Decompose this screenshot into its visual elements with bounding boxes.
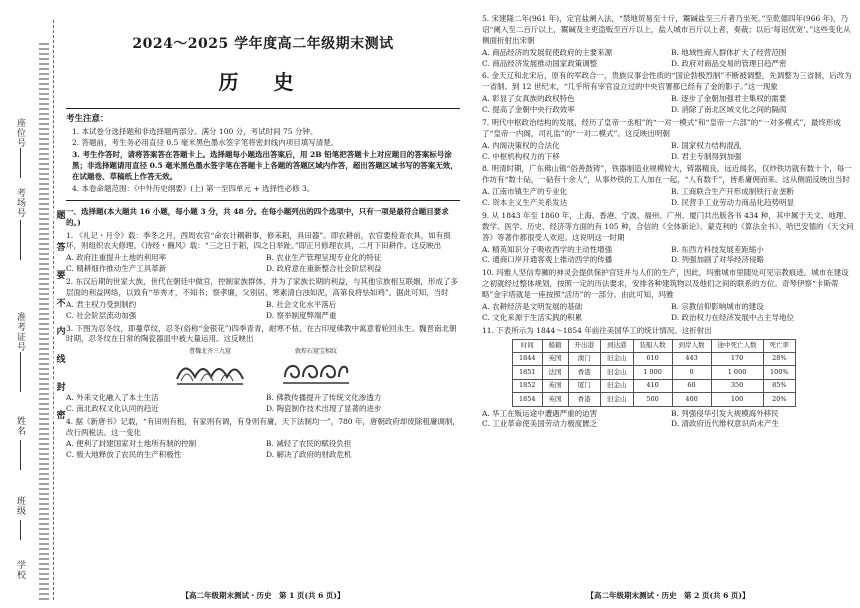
option-d: D. 清政府近代维权意识尚未产生	[671, 419, 780, 429]
table-cell: 英国	[542, 379, 568, 392]
option-d: D. 政府意在重新整合社会阶层利益	[266, 264, 382, 274]
option-a: A. 华工在贩运途中遭遇严重的迫害	[482, 408, 598, 418]
pattern-figure	[66, 348, 460, 391]
pattern-right	[281, 348, 351, 391]
table-cell: 1851	[513, 366, 543, 379]
question-4	[66, 417, 460, 462]
scroll-pattern-icon	[281, 357, 351, 387]
binding-strip	[0, 0, 65, 608]
question-1	[66, 231, 460, 276]
table-header-cell: 途中死亡人数	[711, 339, 763, 352]
table-cell: 20%	[763, 393, 796, 406]
table-header-row	[513, 339, 796, 352]
notice-heading: 考生注意：	[66, 114, 109, 125]
table-header-cell: 时间	[513, 339, 543, 352]
question-stem: 4. 据《新唐书》记载，“有田则有租，有家则有调，有身则有庸，天下法制均一”，780 年，唐朝政府却废除租庸调制，改行两税法。这一变化	[66, 416, 460, 437]
exam-no-line	[20, 220, 21, 260]
table-row	[513, 366, 796, 379]
option-c: C. 工业革命使美国劳动力极度匮乏	[482, 419, 598, 429]
table-cell: 英国	[542, 352, 568, 365]
table-cell: 旧金山	[601, 379, 634, 392]
seal-char: 封	[54, 382, 65, 391]
seal-char: 线	[54, 354, 65, 363]
option-b: B. 地域性商人群体扩大了经营范围	[671, 47, 787, 57]
pattern-label: 敦煌石窟宝相纹	[294, 348, 337, 356]
table-cell: 100%	[763, 366, 796, 379]
option-c: C. 提高了金朝中央行政效率	[482, 105, 575, 114]
statistics-table	[512, 339, 796, 407]
seal-char: 要	[54, 270, 65, 279]
table-cell: 旧金山	[601, 366, 634, 379]
option-a: A. 政府注重提升土地的利用率	[66, 253, 167, 263]
option-d: D. 政府对商品交易的管理日趋严密	[671, 58, 787, 68]
question-stem: 2. 东汉后期的世家大族，世代在朝廷中做官，控制家族群体，并为了家族长期的利益，与其他宗族相互联姻，形成了多层面的利益网络，以致有“举秀才，不知书；察孝廉，父别居。寒素清白浊如泥，高第良将怯如鸡”。据此可知，当时	[66, 277, 459, 297]
option-a: A. 内阁决策权的合法化	[482, 140, 560, 150]
option-b: B. 减轻了农民的赋役负担	[266, 439, 352, 449]
option-b: B. 农业生产管理呈现专业化的特征	[266, 253, 382, 263]
question-7	[482, 118, 854, 163]
option-d: D. 解决了政府的财政危机	[266, 450, 352, 460]
question-stem: 1. 《礼记・月令》载：季冬之月，西周农官“命农计耦耕事，修耒耜，具田器”。即农耕前，农官要检查农具，如有损坏，则组织农夫修理。《诗经・豳风》载：“三之日于耜，四之日举趾。”即正月修理农具，二月下田耕作。这反映出	[66, 230, 451, 251]
exam-title: 2024～2025 学年度高二年级期末测试	[132, 36, 394, 52]
honeysuckle-pattern-icon	[175, 357, 245, 387]
table-cell: 500	[633, 393, 672, 406]
option-d: D. 民营手工业劳动力商品化趋势明显	[671, 198, 795, 207]
table-cell: 厦门	[568, 379, 601, 392]
school-label: 学校	[15, 560, 25, 580]
table-cell: 350	[711, 379, 763, 392]
option-d: D. 消除了南北区域文化之间的隔阂	[671, 105, 787, 114]
question-stem: 5. 宋建隆二年(961 年)，定官盐阑入法，“禁地贸易至十斤，鬻碱盐至三斤者乃坐死。”至乾德四年(966 年)，乃诏“阑入至二百斤以上，鬻碱及主吏盗贩至百斤以上，盐人城市百斤以上者，奏裁；以后‘每诏优宽’。”这些变化从侧面折射出宋朝	[482, 14, 851, 45]
question-5	[482, 14, 854, 69]
option-c: C. 资本主义生产关系发达	[482, 198, 568, 207]
option-c: C. 南北政权文化认同的趋近	[66, 403, 159, 413]
option-b: B. 工商联合生产开形成制铁行业垄断	[671, 187, 794, 197]
table-cell: 443	[672, 352, 711, 365]
question-stem: 11. 下表所示为 1844～1854 年前往美国华工的统计情况。这折射出	[482, 325, 712, 335]
option-a: A. 商品经济的发展促使政府的主要来源	[482, 47, 613, 57]
question-10	[482, 268, 854, 323]
page-footer: 【高二年级期末测试・历史 第 1 页(共 6 页)】	[181, 591, 345, 601]
class-label: 班级	[15, 496, 25, 516]
option-a: A. 江南市镇生产的专业化	[482, 187, 568, 197]
table-header-cell: 开出港	[568, 339, 601, 352]
option-c: C. 中枢机构权力的下移	[482, 151, 560, 161]
page-1	[66, 0, 460, 608]
table-header-cell: 到达港	[601, 339, 634, 352]
ticket-line	[20, 352, 21, 392]
option-c: C. 文化来源于生活实践的积累	[482, 312, 583, 322]
exam-no-label: 考场号	[15, 188, 25, 218]
question-stem: 3. 下图为忍冬纹，即蔓草纹，忍冬(俗称“金银花”)四季青青，耐寒不枯，在古印度佛教中寓意着轮回永生。魏晋南北朝时期，忍冬纹在日常的陶瓷器皿中被大量运用。这反映出	[66, 323, 457, 344]
pattern-left	[175, 348, 245, 391]
option-d: D. 列强加剧了对华经济侵略	[671, 255, 765, 265]
seal-char: 答	[54, 242, 65, 251]
subject-title: 历 史	[218, 70, 308, 95]
seal-char: 不	[54, 298, 65, 307]
option-c: C. 精耕细作推动生产工具革新	[66, 264, 167, 274]
option-b: B. 逐步了金朝加强君主集权的需要	[671, 94, 787, 104]
name-line	[20, 440, 21, 470]
option-b: B. 国家权力结构混乱	[671, 140, 742, 150]
option-b: B. 社会文化水平落后	[266, 299, 337, 309]
option-a: A. 君主权力受到制约	[66, 299, 137, 309]
seat-label: 座位号	[15, 118, 25, 148]
table-cell: 香港	[568, 366, 601, 379]
question-3	[66, 324, 460, 415]
seat-line	[20, 148, 21, 178]
option-a: A. 精英知识分子吸收西学的主动性增强	[482, 244, 613, 254]
page-2	[482, 0, 854, 608]
binding-decor	[39, 40, 49, 600]
option-d: D. 君主专制得到加强	[671, 151, 742, 161]
table-cell: 1854	[513, 393, 543, 406]
seal-char: 密	[54, 410, 65, 419]
table-cell: 英国	[542, 393, 568, 406]
class-line	[20, 520, 21, 540]
option-c: C. 极大地释放了农民的生产积极性	[66, 450, 182, 460]
question-stem: 6. 金天辽和北宋后，原有的军政合一，贵族议事会性质的“国论勃极烈制”不断被调整，先调整为三省制，后改为一省制。到 12 世纪末，“几乎所有宰官设立过的中央官署都已经有了金的影子。”这一现象	[482, 71, 852, 92]
table-cell: 旧金山	[601, 352, 634, 365]
option-d: D. 陶瓷制作技术出现了显著的进步	[266, 403, 382, 413]
notice-box	[66, 108, 460, 201]
question-stem: 7. 明代中枢政治结构的发展，经历了皇帝一丞相”的“一对一模式”和“皇帝一六部”的“一对多模式”，最终形成了“皇帝一内阁，司礼监”的“一对二模式”。这反映出明朝	[482, 117, 841, 138]
table-row	[513, 393, 796, 406]
page-footer: 【高二年级期末测试・历史 第 2 页(共 6 页)】	[586, 591, 750, 601]
name-label: 姓名	[15, 416, 25, 436]
table-cell: 60	[672, 379, 711, 392]
table-cell: 1 000	[711, 366, 763, 379]
seal-char: 题	[54, 210, 65, 219]
option-a: A. 农耕经济是文明发展的基础	[482, 301, 583, 311]
seal-char: 内	[54, 326, 65, 335]
question-8	[482, 164, 854, 209]
option-c: C. 社会阶层流动加强	[66, 310, 137, 320]
table-cell: 28%	[763, 352, 796, 365]
option-a: A. 外来文化融入了本土生活	[66, 392, 159, 402]
notice-item: 3. 考生作答时，请将答案答在答题卡上。选择题每小题选出答案后，用 2B 铅笔把答题卡上对应题目的答案标号涂黑；非选择题请用直径 0.5 毫米黑色墨水签字笔在答题卡上各题的答题区域内作答，超出答题区域书写的答案无效，在试题卷、草稿纸上作答无效。	[72, 150, 458, 182]
question-stem: 9. 从 1843 年至 1860 年，上海、香港、宁波、福州、广州、厦门共出版各书 434 种，其中属于天文、地理、数学、医学、历史、经济等方面的有 105 种，合信的《全体新论》、蒙克利的《算法全书》、哈巴安德的《天文问答》等著作都很受人欢迎。这说明这一时期	[482, 210, 854, 242]
table-cell: 香港	[568, 393, 601, 406]
option-c: C. 通商口岸开通客观上推动西学的传播	[482, 255, 613, 265]
notice-item: 2. 答题前，考生务必用直径 0.5 毫米黑色墨水签字笔将密封线内项目填写清楚。	[72, 138, 339, 148]
table-cell: 610	[633, 352, 672, 365]
table-header-cell: 到岸人数	[672, 339, 711, 352]
table-cell: 法国	[542, 366, 568, 379]
option-a: A. 彰显了女真族的政权特色	[482, 94, 575, 104]
table-cell: 1844	[513, 352, 543, 365]
pattern-label: 曹魏北齐三九窟	[188, 348, 231, 356]
question-stem: 8. 明清时期，广东佛山镇“俗善鼓铸”，铁器制造业规模较大，铸器精良，远近闻名，仅炒铁坊就有数十个，每一作坊有“数十砧，一砧有十余人”，从事炒铁的工人加在一起，“人有数千”，皆系庸佣而来。这从侧面反映出当时	[482, 164, 852, 185]
option-b: B. 东西方科技发展差距缩小	[671, 244, 764, 254]
option-d: D. 政治权力在经济发展中占主导地位	[671, 312, 795, 322]
binding-dash-line	[53, 20, 54, 600]
question-9	[482, 211, 854, 266]
table-cell: 85%	[763, 379, 796, 392]
section-heading: 一、选择题(本大题共 16 小题，每小题 3 分，共 48 分。在每小题列出的四个选项中，只有一项是最符合题目要求的。)	[66, 206, 449, 227]
table-cell: 旧金山	[601, 393, 634, 406]
ticket-label: 准考证号	[15, 312, 25, 352]
table-header-cell: 装船人数	[633, 339, 672, 352]
notice-item: 4. 本卷命题范围：《中外历史纲要》(上) 第一至四单元 + 选择性必修 3。	[72, 183, 315, 193]
question-stem: 10. 玛雅人坚信寿狮的神灵会提供保护宫廷并与人们的生产，因此，玛雅城市里随处可见宗教痕迹。城市在建设之初就经过整体规划，按照一定的历法要求，安排各种建筑物以及他们之间的联系的方位。奇琴伊察“卡斯蒂略”金字塔就是一座按照“活历”的一部分。由此可知，玛雅	[482, 268, 849, 299]
table-cell: 1 000	[633, 366, 672, 379]
table-cell: 400	[672, 393, 711, 406]
question-11	[482, 326, 854, 431]
option-b: B. 宗教信仰影响城市的建设	[671, 301, 764, 311]
table-cell: 澳门	[568, 352, 601, 365]
table-row	[513, 352, 796, 365]
table-header-cell: 死亡率	[763, 339, 796, 352]
question-6	[482, 71, 854, 116]
table-row	[513, 379, 796, 392]
table-cell: 100	[711, 393, 763, 406]
option-b: B. 列强侵华引发大规模海外移民	[671, 408, 779, 418]
option-c: C. 商品经济发展推动国家政策调整	[482, 58, 598, 68]
option-b: B. 佛教传播提升了传统文化渗透力	[266, 392, 382, 402]
table-cell: 170	[711, 352, 763, 365]
notice-item: 1. 本试卷分选择题和非选择题两部分。满分 100 分，考试时间 75 分钟。	[72, 126, 318, 136]
table-cell: 0	[672, 366, 711, 379]
table-header-cell: 船籍	[542, 339, 568, 352]
table-cell: 1852	[513, 379, 543, 392]
question-2	[66, 277, 460, 322]
option-d: D. 察举制度弊端严重	[266, 310, 337, 320]
option-a: A. 便利了封建国家对土地所有制的控制	[66, 439, 197, 449]
table-cell: 410	[633, 379, 672, 392]
